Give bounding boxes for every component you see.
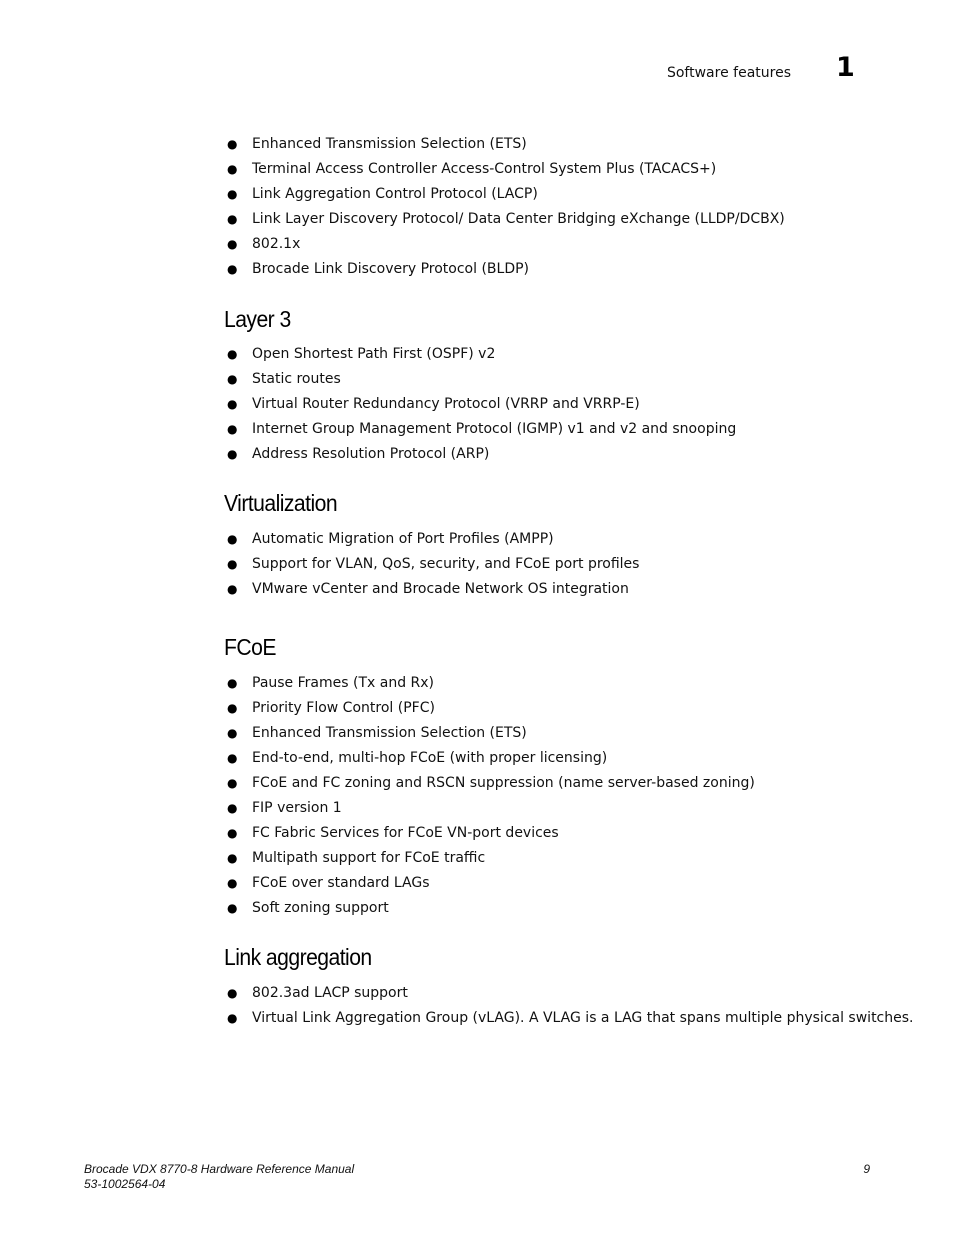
bullet-icon: ● (227, 1011, 238, 1025)
bullet-icon: ● (227, 851, 238, 865)
section-heading-link-aggregation: Link aggregation (224, 944, 372, 970)
virtualization-feature-list (224, 527, 639, 602)
bullet-icon: ● (227, 582, 238, 596)
bullet-icon: ● (227, 237, 238, 251)
bullet-icon: ● (227, 701, 238, 715)
bullet-icon: ● (227, 986, 238, 1000)
list-item: ● Multipath support for FCoE traffic (224, 846, 755, 871)
list-item: ● Virtual Link Aggregation Group (vLAG). A VLAG is a LAG that spans multiple physical switches. (224, 1006, 914, 1031)
list-item: ● Support for VLAN, QoS, security, and FCoE port profiles (224, 552, 639, 577)
bullet-icon: ● (227, 447, 238, 461)
list-item: ● FCoE over standard LAGs (224, 871, 755, 896)
bullet-icon: ● (227, 397, 238, 411)
footer-manual-info (84, 1162, 354, 1192)
list-item: ● Virtual Router Redundancy Protocol (VRRP and VRRP-E) (224, 392, 736, 417)
intro-feature-list (224, 132, 785, 282)
bullet-icon: ● (227, 162, 238, 176)
list-item: ● FC Fabric Services for FCoE VN-port devices (224, 821, 755, 846)
list-item: ● Open Shortest Path First (OSPF) v2 (224, 342, 736, 367)
bullet-icon: ● (227, 262, 238, 276)
footer-page-number: 9 (863, 1162, 870, 1176)
bullet-icon: ● (227, 347, 238, 361)
bullet-icon: ● (227, 876, 238, 890)
bullet-icon: ● (227, 776, 238, 790)
list-item: ● Internet Group Management Protocol (IGMP) v1 and v2 and snooping (224, 417, 736, 442)
list-item: ● 802.3ad LACP support (224, 981, 914, 1006)
footer-doc-number: 53-1002564-04 (84, 1177, 166, 1191)
bullet-icon: ● (227, 801, 238, 815)
bullet-icon: ● (227, 532, 238, 546)
list-item: ● Terminal Access Controller Access-Control System Plus (TACACS+) (224, 157, 785, 182)
layer3-feature-list (224, 342, 736, 467)
section-heading-virtualization: Virtualization (224, 490, 338, 516)
bullet-icon: ● (227, 187, 238, 201)
list-item: ● 802.1x (224, 232, 785, 257)
bullet-icon: ● (227, 372, 238, 386)
bullet-icon: ● (227, 422, 238, 436)
list-item: ● VMware vCenter and Brocade Network OS integration (224, 577, 639, 602)
bullet-icon: ● (227, 751, 238, 765)
section-heading-fcoe: FCoE (224, 634, 276, 660)
bullet-icon: ● (227, 726, 238, 740)
list-item: ● Enhanced Transmission Selection (ETS) (224, 132, 785, 157)
list-item: ● Soft zoning support (224, 896, 755, 921)
footer-manual-title: Brocade VDX 8770-8 Hardware Reference Manual (84, 1162, 355, 1176)
bullet-icon: ● (227, 826, 238, 840)
list-item: ● Address Resolution Protocol (ARP) (224, 442, 736, 467)
list-item: ● Brocade Link Discovery Protocol (BLDP) (224, 257, 785, 282)
bullet-icon: ● (227, 137, 238, 151)
running-header-section-title: Software features (666, 65, 791, 81)
list-item: ● Link Aggregation Control Protocol (LACP) (224, 182, 785, 207)
link-aggregation-feature-list (224, 981, 914, 1031)
fcoe-feature-list (224, 671, 755, 921)
list-item: ● FCoE and FC zoning and RSCN suppression (name server-based zoning) (224, 771, 755, 796)
section-heading-layer3: Layer 3 (224, 306, 291, 332)
bullet-icon: ● (227, 212, 238, 226)
bullet-icon: ● (227, 557, 238, 571)
list-item: ● Automatic Migration of Port Profiles (AMPP) (224, 527, 639, 552)
list-item: ● Pause Frames (Tx and Rx) (224, 671, 755, 696)
chapter-number: 1 (836, 52, 855, 83)
list-item: ● Static routes (224, 367, 736, 392)
list-item: ● Link Layer Discovery Protocol/ Data Center Bridging eXchange (LLDP/DCBX) (224, 207, 785, 232)
list-item: ● Priority Flow Control (PFC) (224, 696, 755, 721)
bullet-icon: ● (227, 676, 238, 690)
list-item: ● Enhanced Transmission Selection (ETS) (224, 721, 755, 746)
list-item: ● FIP version 1 (224, 796, 755, 821)
bullet-icon: ● (227, 901, 238, 915)
list-item: ● End-to-end, multi-hop FCoE (with proper licensing) (224, 746, 755, 771)
